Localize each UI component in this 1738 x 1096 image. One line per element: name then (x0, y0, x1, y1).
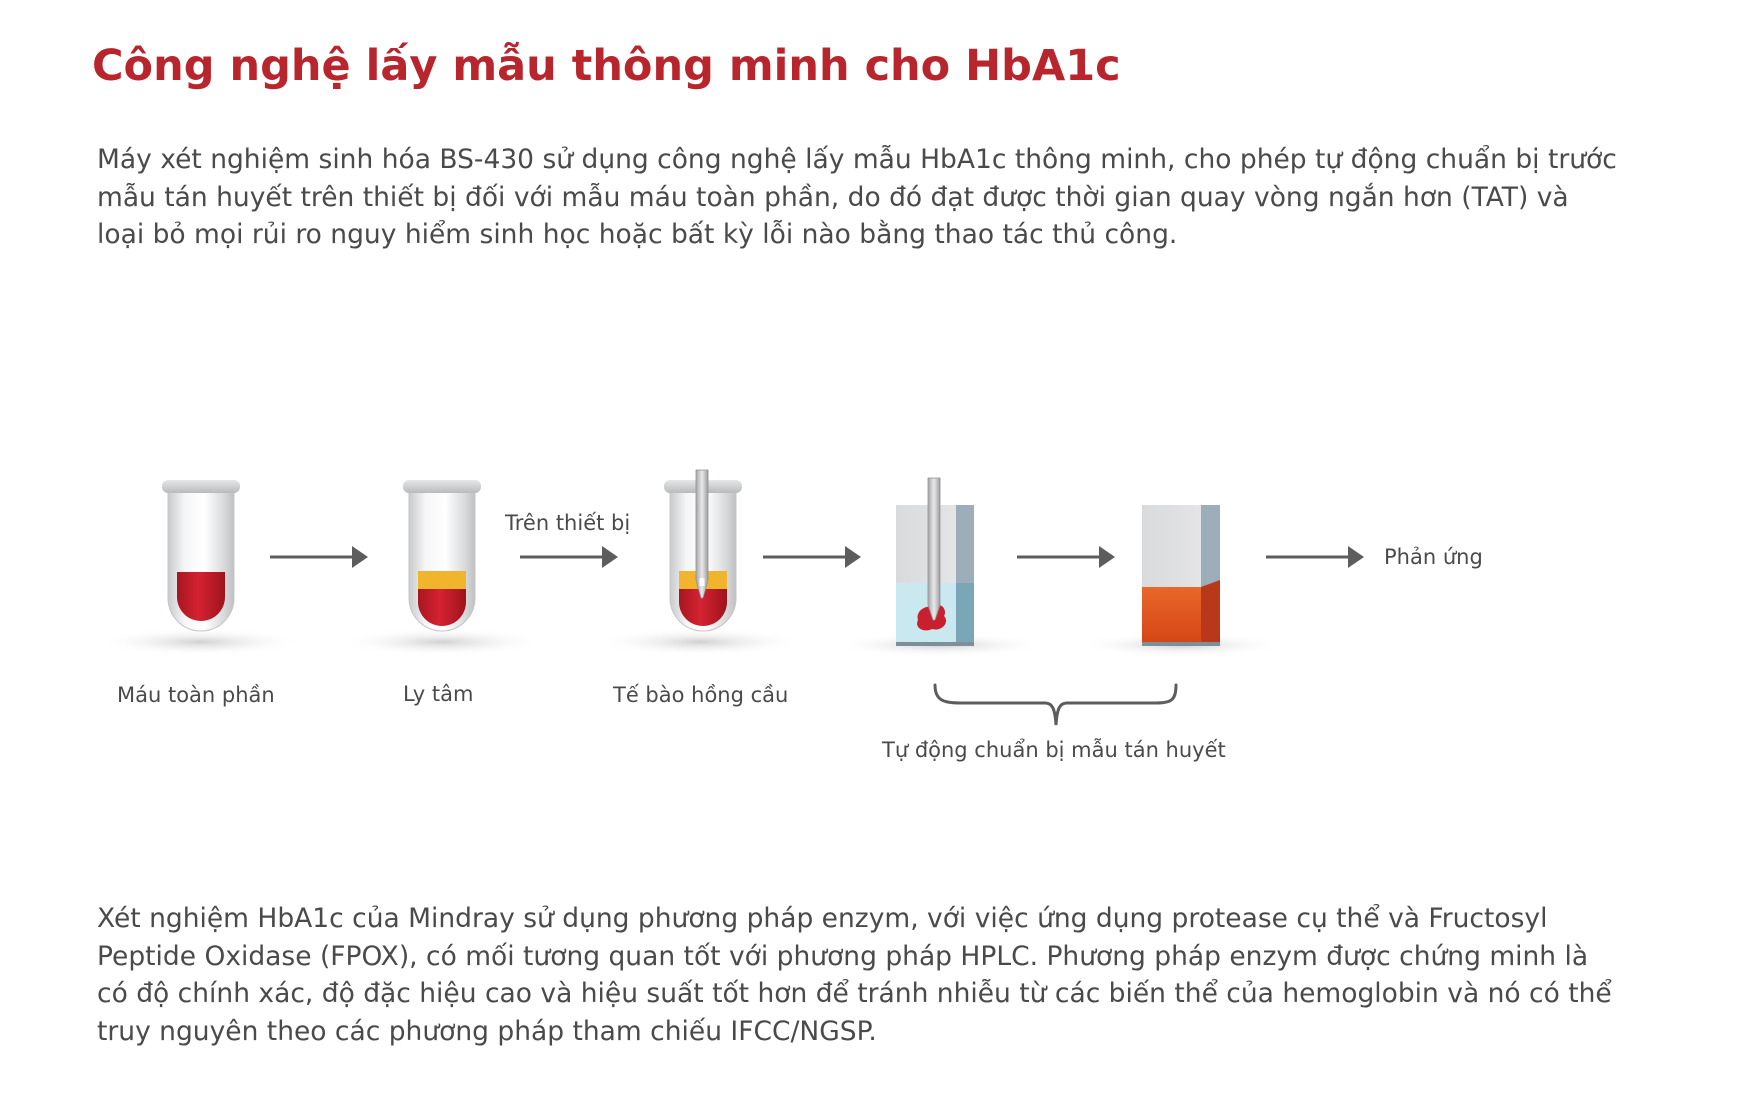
cuvette-hemolysate (1077, 505, 1287, 657)
step-label-centrifuge: Ly tâm (403, 682, 474, 706)
outro-line: Peptide Oxidase (FPOX), có mối tương quan tốt với phương pháp HPLC. Phương pháp enzym được chứng minh là (97, 940, 1589, 972)
group-label-hemolysate-prep: Tự động chuẩn bị mẫu tán huyết (882, 738, 1226, 762)
tube-whole-blood (95, 480, 305, 656)
arrow-4 (1017, 546, 1115, 568)
tube-red-blood-cells (595, 470, 805, 656)
arrow-label-on-device: Trên thiết bị (505, 511, 631, 535)
tube-centrifuged (337, 480, 547, 656)
intro-paragraph (97, 141, 1717, 254)
group-brace (935, 685, 1176, 725)
step-label-whole-blood: Máu toàn phần (117, 683, 275, 707)
arrow-1 (270, 546, 368, 568)
intro-line: loại bỏ mọi rủi ro nguy hiểm sinh học hoặc bất kỳ lỗi nào bằng thao tác thủ công. (97, 219, 1178, 250)
outro-paragraph (97, 900, 1717, 1050)
final-label-reaction: Phản ứng (1384, 545, 1483, 569)
outro-line: truy nguyên theo các phương pháp tham chiếu IFCC/NGSP. (97, 1015, 877, 1047)
page-title: Công nghệ lấy mẫu thông minh cho HbA1c (92, 41, 1121, 91)
diagram-graphics (0, 440, 1738, 800)
step-label-red-blood-cells: Tế bào hồng cầu (613, 683, 789, 707)
arrow-5 (1266, 546, 1364, 568)
intro-line: mẫu tán huyết trên thiết bị đối với mẫu máu toàn phần, do đó đạt được thời gian quay vòng ngắn hơn (TAT) và (97, 181, 1569, 213)
outro-line: Xét nghiệm HbA1c của Mindray sử dụng phương pháp enzym, với việc ứng dụng protease cụ thể và Fructosyl (97, 903, 1548, 934)
cuvette-hemolysis (830, 478, 1050, 657)
arrow-2 (520, 546, 618, 568)
arrow-3 (763, 546, 861, 568)
outro-line: có độ chính xác, độ đặc hiệu cao và hiệu suất tốt hơn để tránh nhiễu từ các biến thể của hemoglobin và nó có thể (97, 978, 1612, 1009)
intro-line: Máy xét nghiệm sinh hóa BS-430 sử dụng công nghệ lấy mẫu HbA1c thông minh, cho phép tự động chuẩn bị trước (97, 144, 1617, 175)
sampling-process-diagram (0, 440, 1738, 800)
